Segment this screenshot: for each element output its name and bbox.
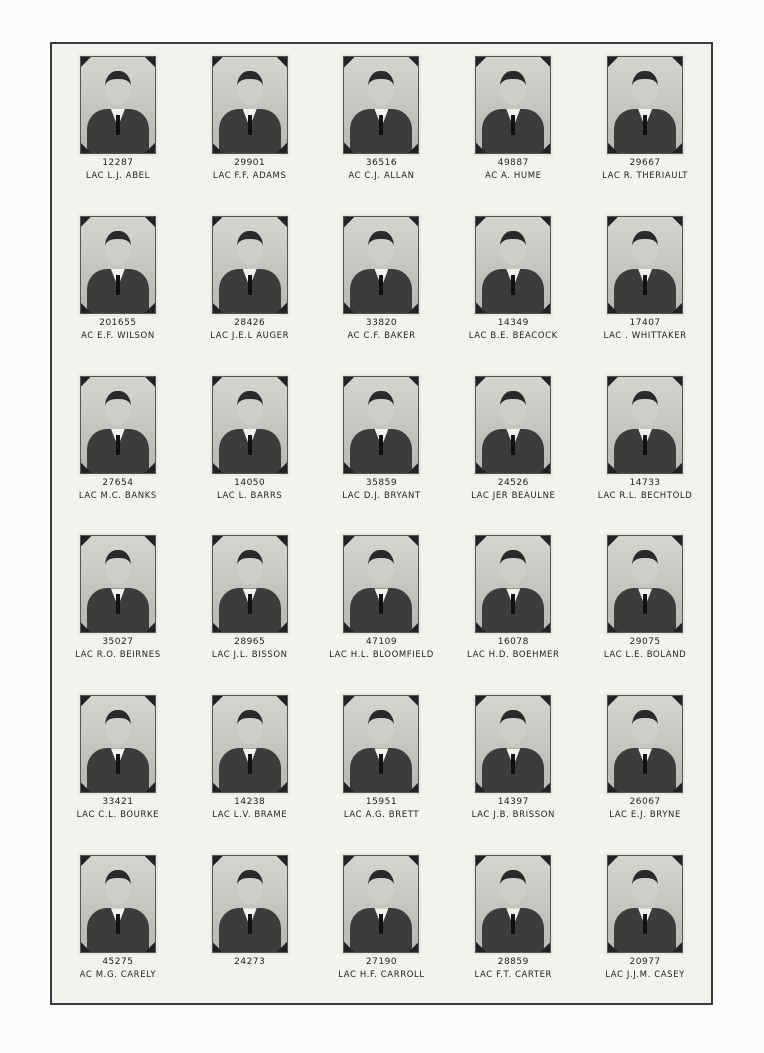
portrait-photo bbox=[212, 56, 288, 154]
portrait-photo bbox=[607, 216, 683, 314]
service-number: 33820 bbox=[365, 317, 398, 328]
service-number: 24273 bbox=[234, 957, 266, 968]
person-name: LAC R. THERIAULT bbox=[602, 171, 689, 181]
service-number: 33421 bbox=[102, 797, 134, 808]
portrait-card bbox=[52, 683, 184, 843]
portrait-card bbox=[316, 204, 448, 364]
portrait-photo bbox=[475, 695, 551, 793]
person-name: LAC R.L. BECHTOLD bbox=[597, 490, 693, 501]
portrait-photo bbox=[80, 695, 156, 793]
person-name: AC C.J. ALLAN bbox=[348, 171, 415, 181]
portrait-photo bbox=[475, 376, 551, 474]
portrait-card bbox=[579, 683, 711, 843]
service-number: 28426 bbox=[234, 317, 266, 328]
service-number: 20977 bbox=[629, 957, 661, 968]
portrait-card bbox=[52, 364, 184, 524]
portrait-photo bbox=[343, 216, 419, 314]
service-number: 45275 bbox=[102, 957, 134, 968]
portrait-card bbox=[184, 364, 316, 524]
portrait-photo bbox=[212, 695, 288, 793]
portrait-photo bbox=[475, 216, 551, 314]
service-number: 24526 bbox=[497, 477, 529, 488]
portrait-photo bbox=[343, 855, 419, 953]
portrait-card bbox=[316, 523, 448, 683]
portrait-card bbox=[184, 843, 316, 1003]
portrait-card bbox=[52, 44, 184, 204]
person-name: LAC M.C. BANKS bbox=[78, 490, 157, 501]
portrait-photo bbox=[475, 535, 551, 633]
portrait-card bbox=[316, 44, 448, 204]
portrait-card bbox=[447, 843, 579, 1003]
service-number: 14397 bbox=[497, 797, 529, 808]
service-number: 29901 bbox=[234, 158, 266, 168]
portrait-card bbox=[447, 523, 579, 683]
portrait-card bbox=[447, 44, 579, 204]
service-number: 29075 bbox=[629, 637, 661, 648]
portrait-photo bbox=[80, 855, 156, 953]
service-number: 15951 bbox=[365, 797, 398, 808]
service-number: 26067 bbox=[629, 797, 661, 808]
portrait-grid bbox=[52, 44, 711, 1003]
service-number: 17407 bbox=[629, 317, 661, 328]
service-number: 27190 bbox=[365, 957, 398, 968]
person-name: LAC . WHITTAKER bbox=[603, 330, 687, 341]
service-number: 16078 bbox=[497, 637, 529, 648]
person-name: LAC B.E. BEACOCK bbox=[468, 330, 558, 341]
person-name: LAC J.E.L AUGER bbox=[210, 330, 290, 341]
person-name: AC C.F. BAKER bbox=[347, 330, 416, 341]
service-number: 14349 bbox=[497, 317, 529, 328]
portrait-photo bbox=[80, 376, 156, 474]
person-name: LAC A.G. BRETT bbox=[343, 810, 420, 821]
portrait-card bbox=[579, 843, 711, 1003]
portrait-card bbox=[316, 683, 448, 843]
person-name: LAC E.J. BRYNE bbox=[609, 810, 681, 821]
portrait-card bbox=[184, 683, 316, 843]
portrait-card bbox=[52, 523, 184, 683]
portrait-photo bbox=[80, 535, 156, 633]
person-name: AC A. HUME bbox=[484, 171, 542, 181]
portrait-card bbox=[316, 843, 448, 1003]
portrait-photo bbox=[212, 216, 288, 314]
service-number: 28859 bbox=[497, 957, 529, 968]
portrait-card bbox=[579, 364, 711, 524]
service-number: 36516 bbox=[365, 158, 398, 168]
person-name: LAC D.J. BRYANT bbox=[342, 490, 421, 501]
person-name: LAC F.F. ADAMS bbox=[212, 171, 287, 181]
person-name: LAC R.O. BEIRNES bbox=[75, 650, 161, 661]
portrait-card bbox=[52, 843, 184, 1003]
portrait-card bbox=[447, 364, 579, 524]
portrait-photo bbox=[80, 56, 156, 154]
portrait-photo bbox=[212, 376, 288, 474]
service-number: 47109 bbox=[365, 637, 398, 648]
portrait-photo bbox=[343, 56, 419, 154]
portrait-photo bbox=[475, 56, 551, 154]
portrait-photo bbox=[212, 535, 288, 633]
service-number: 35859 bbox=[365, 477, 398, 488]
portrait-card bbox=[579, 44, 711, 204]
service-number: 14733 bbox=[629, 477, 661, 488]
person-name: LAC L.V. BRAME bbox=[212, 810, 288, 821]
service-number: 49887 bbox=[497, 158, 529, 168]
portrait-photo bbox=[607, 376, 683, 474]
portrait-card bbox=[579, 204, 711, 364]
portrait-photo bbox=[343, 535, 419, 633]
service-number: 28965 bbox=[234, 637, 266, 648]
portrait-photo bbox=[343, 376, 419, 474]
portrait-card bbox=[184, 44, 316, 204]
person-name: LAC H.D. BOEHMER bbox=[467, 650, 560, 661]
portrait-card bbox=[316, 364, 448, 524]
portrait-photo bbox=[607, 535, 683, 633]
portrait-photo bbox=[343, 695, 419, 793]
portrait-card bbox=[184, 204, 316, 364]
service-number: 29667 bbox=[629, 158, 661, 168]
portrait-card bbox=[447, 683, 579, 843]
service-number: 35027 bbox=[102, 637, 134, 648]
portrait-photo bbox=[607, 56, 683, 154]
person-name: LAC J.L. BISSON bbox=[211, 650, 288, 661]
portrait-photo bbox=[80, 216, 156, 314]
portrait-photo bbox=[607, 855, 683, 953]
person-name: LAC C.L. BOURKE bbox=[76, 810, 160, 821]
person-name: AC M.G. CARELY bbox=[79, 970, 157, 981]
portrait-card bbox=[447, 204, 579, 364]
service-number: 12287 bbox=[102, 158, 134, 168]
person-name: LAC J.B. BRISSON bbox=[471, 810, 555, 821]
portrait-card bbox=[184, 523, 316, 683]
service-number: 201655 bbox=[99, 317, 137, 328]
person-name: LAC H.L. BLOOMFIELD bbox=[329, 650, 434, 661]
person-name: LAC L.J. ABEL bbox=[85, 171, 150, 181]
person-name: LAC L.E. BOLAND bbox=[603, 650, 687, 661]
person-name: LAC JER BEAULNE bbox=[471, 490, 556, 501]
service-number: 14238 bbox=[234, 797, 266, 808]
portrait-photo bbox=[475, 855, 551, 953]
service-number: 14050 bbox=[234, 477, 266, 488]
portrait-photo bbox=[212, 855, 288, 953]
portrait-card bbox=[579, 523, 711, 683]
person-name: LAC J.J.M. CASEY bbox=[605, 970, 685, 981]
service-number: 27654 bbox=[102, 477, 134, 488]
person-name: LAC F.T. CARTER bbox=[474, 970, 553, 981]
person-name: AC E.F. WILSON bbox=[81, 330, 155, 341]
person-name: LAC H.F. CARROLL bbox=[338, 970, 425, 981]
portrait-card bbox=[52, 204, 184, 364]
person-name: LAC L. BARRS bbox=[216, 490, 283, 501]
portrait-photo bbox=[607, 695, 683, 793]
